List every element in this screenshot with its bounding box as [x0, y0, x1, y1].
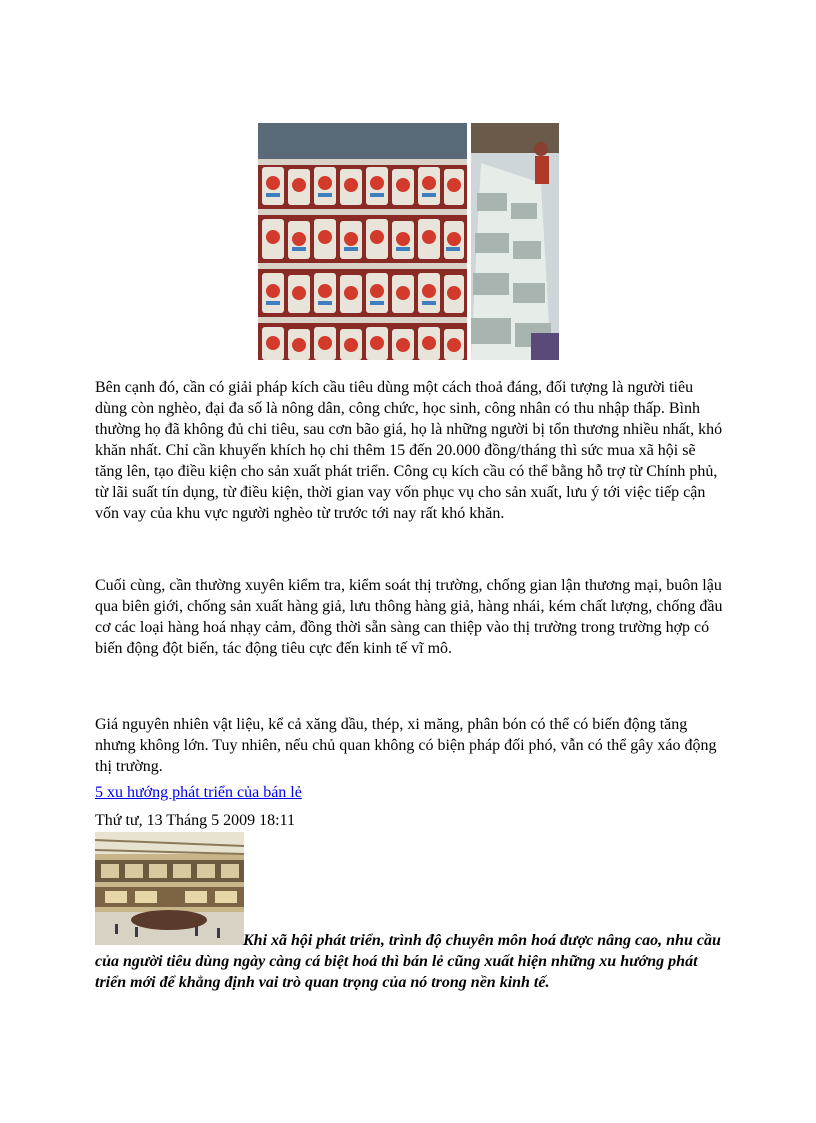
paragraph-material-prices: Giá nguyên nhiên vật liệu, kể cả xăng dầu, thép, xi măng, phân bón có thể có biến động tăng nhưng không lớn. Tuy nhiên, nếu chủ quan không có biện pháp đối phó, vẫn có thể gây xáo động thị trường.	[95, 716, 717, 775]
paragraph-market-control: Cuối cùng, cần thường xuyên kiểm tra, kiểm soát thị trường, chống gian lận thương mại, buôn lậu qua biên giới, chống sản xuất hàng giả, lưu thông hàng giả, hàng nhái, kém chất lượng, chống đầu cơ các loại hàng hoá nhạy cảm, đồng thời sẵn sàng can thiệp vào thị trường trong trường hợp có biến động đột biến, tác động tiêu cực đến kinh tế vĩ mô.	[95, 577, 723, 657]
retail-trends-link[interactable]: 5 xu hướng phát triển của bán lẻ	[95, 784, 302, 801]
detergent-shelf-photo	[258, 123, 467, 360]
article-date: Thứ tư, 13 Tháng 5 2009 18:11	[95, 812, 295, 829]
shopping-mall-photo	[95, 832, 244, 945]
article-lead: Khi xã hội phát triển, trình độ chuyên môn hoá được nâng cao, nhu cầu của người tiêu dùng ngày càng cá biệt hoá thì bán lẻ cũng xuất hiện những xu hướng phát triển mới để khẳng định vai trò quan trọng của nó trong nền kinh tế.	[95, 932, 721, 991]
frozen-food-aisle-photo	[471, 123, 559, 360]
paragraph-demand-stimulus: Bên cạnh đó, cần có giải pháp kích cầu tiêu dùng một cách thoả đáng, đối tượng là người tiêu dùng còn nghèo, đại đa số là nông dân, công chức, học sinh, công nhân có thu nhập thấp. Bình thường họ đã không đủ chi tiêu, sau cơn bão giá, họ là những người bị tổn thương nhiều nhất, khó khăn nhất. Chỉ cần khuyến khích họ chi thêm 15 đến 20.000 đồng/tháng thì sức mua xã hội sẽ tăng lên, tạo điều kiện cho sản xuất phát triển. Công cụ kích cầu có thể bằng hỗ trợ từ Chính phủ, từ lãi suất tín dụng, từ điều kiện, thời gian vay vốn phục vụ cho sản xuất, lưu ý tới việc tiếp cận vốn vay của khu vực người nghèo từ trước tới nay rất khó khăn.	[95, 379, 723, 522]
